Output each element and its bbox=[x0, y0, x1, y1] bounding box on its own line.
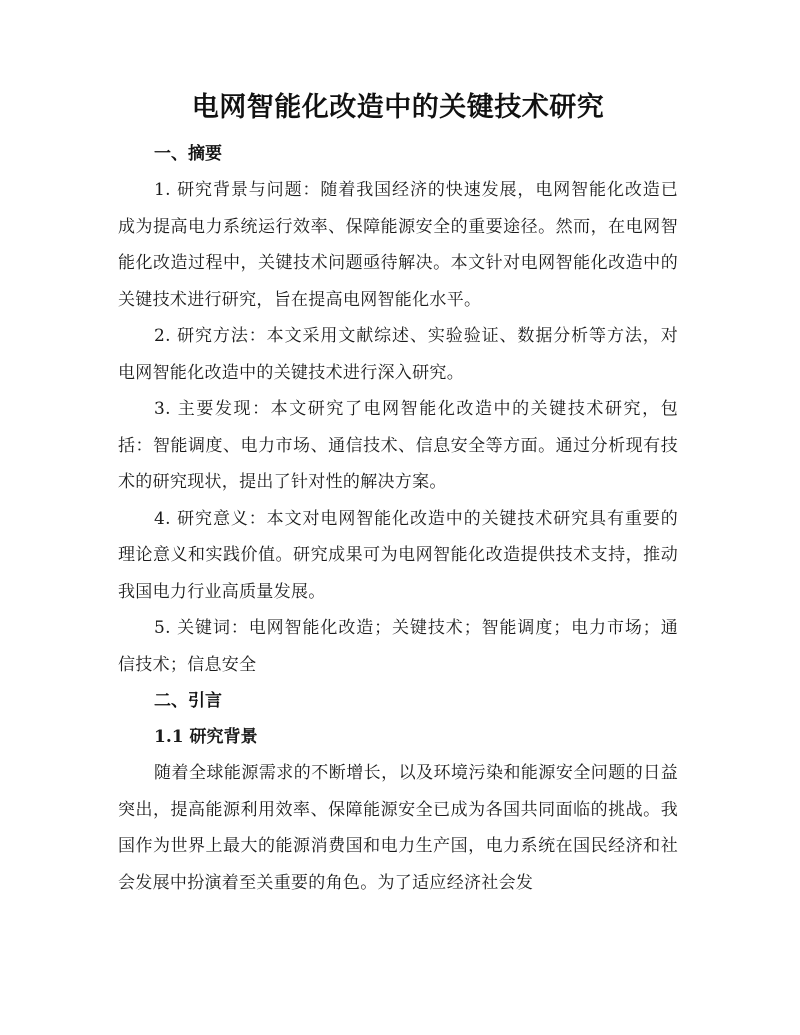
section-heading-introduction: 二、引言 bbox=[154, 691, 222, 711]
section-heading-abstract: 一、摘要 bbox=[154, 144, 222, 164]
subsection-heading-background: 1.1 研究背景 bbox=[154, 727, 258, 747]
introduction-paragraph: 随着全球能源需求的不断增长，以及环境污染和能源安全问题的日益突出，提高能源利用效率、保障能源安全已成为各国共同面临的挑战。我国作为世界上最大的能源消费国和电力生产国，电力系统在国民经济和社会发展中扮演着至关重要的角色。为了适应经济社会发 bbox=[118, 763, 678, 893]
document-page bbox=[118, 88, 678, 901]
abstract-paragraph-methods: 2. 研究方法：本文采用文献综述、实验验证、数据分析等方法，对电网智能化改造中的关键技术进行深入研究。 bbox=[118, 326, 678, 383]
abstract-paragraph-findings: 3. 主要发现：本文研究了电网智能化改造中的关键技术研究，包括：智能调度、电力市场、通信技术、信息安全等方面。通过分析现有技术的研究现状，提出了针对性的解决方案。 bbox=[118, 399, 678, 492]
abstract-paragraph-keywords: 5. 关键词：电网智能化改造；关键技术；智能调度；电力市场；通信技术；信息安全 bbox=[118, 618, 678, 675]
abstract-paragraph-background: 1. 研究背景与问题：随着我国经济的快速发展，电网智能化改造已成为提高电力系统运行效率、保障能源安全的重要途径。然而，在电网智能化改造过程中，关键技术问题亟待解决。本文针对电网智能化改造中的关键技术进行研究，旨在提高电网智能化水平。 bbox=[118, 180, 678, 310]
document-title: 电网智能化改造中的关键技术研究 bbox=[191, 92, 605, 123]
abstract-paragraph-significance: 4. 研究意义：本文对电网智能化改造中的关键技术研究具有重要的理论意义和实践价值。研究成果可为电网智能化改造提供技术支持，推动我国电力行业高质量发展。 bbox=[118, 508, 678, 602]
